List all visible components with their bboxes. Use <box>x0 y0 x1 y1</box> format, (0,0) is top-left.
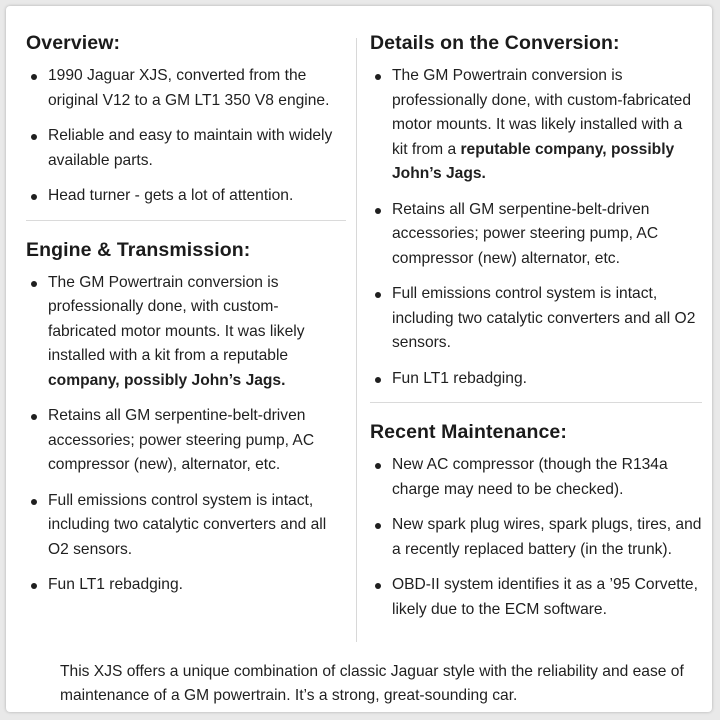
overview-list <box>26 64 346 209</box>
section-divider <box>26 220 346 221</box>
list-item: New AC compressor (though the R134a charge may need to be checked). <box>370 453 702 502</box>
list-item: OBD-II system identifies it as a ’95 Corvette, likely due to the ECM software. <box>370 573 702 622</box>
list-item: Head turner - gets a lot of attention. <box>26 184 346 209</box>
list-item: Retains all GM serpentine-belt-driven accessories; power steering pump, AC compressor (new) alternator, etc. <box>370 198 702 272</box>
summary-paragraph: This XJS offers a unique combination of classic Jaguar style with the reliability and ease of maintenance of a GM powertrain. It’s a strong, great-sounding car. <box>60 663 684 704</box>
list-item: New spark plug wires, spark plugs, tires, and a recently replaced battery (in the trunk). <box>370 513 702 562</box>
left-column <box>26 32 346 609</box>
listing-card <box>6 6 712 712</box>
list-item <box>370 64 702 187</box>
overview-section <box>26 32 346 209</box>
item-bold-text: reputable company, possibly John’s Jags. <box>392 140 675 182</box>
overview-heading: Overview: <box>26 32 121 54</box>
maintenance-heading: Recent Maintenance: <box>370 421 567 443</box>
section-divider <box>370 402 702 403</box>
list-item: Full emissions control system is intact, including two catalytic converters and all O2 sensors. <box>370 282 702 356</box>
maintenance-section <box>370 421 702 622</box>
conversion-heading: Details on the Conversion: <box>370 32 620 54</box>
engine-heading: Engine & Transmission: <box>26 238 251 261</box>
right-column <box>370 32 702 633</box>
maintenance-list <box>370 453 702 622</box>
engine-list <box>26 271 346 598</box>
item-text: The GM Powertrain conversion is professionally done, with custom-fabricated motor mounts. It was likely installed with a kit from a reputable <box>48 273 305 364</box>
list-item: Retains all GM serpentine-belt-driven accessories; power steering pump, AC compressor (new), alternator, etc. <box>26 404 346 478</box>
list-item <box>26 271 346 394</box>
engine-section <box>26 239 346 598</box>
column-divider <box>356 38 357 642</box>
list-item: Fun LT1 rebadging. <box>370 367 702 392</box>
list-item: Full emissions control system is intact, including two catalytic converters and all O2 sensors. <box>26 489 346 563</box>
list-item: Reliable and easy to maintain with widely available parts. <box>26 124 346 173</box>
list-item: 1990 Jaguar XJS, converted from the original V12 to a GM LT1 350 V8 engine. <box>26 64 346 113</box>
item-text: The GM Powertrain conversion is professionally done, with custom-fabricated motor mounts. It was likely installed with a kit from a <box>392 67 692 158</box>
conversion-list <box>370 64 702 391</box>
list-item: Fun LT1 rebadging. <box>26 573 346 598</box>
conversion-section <box>370 32 702 391</box>
item-bold-text: company, possibly John’s Jags. <box>48 371 286 389</box>
